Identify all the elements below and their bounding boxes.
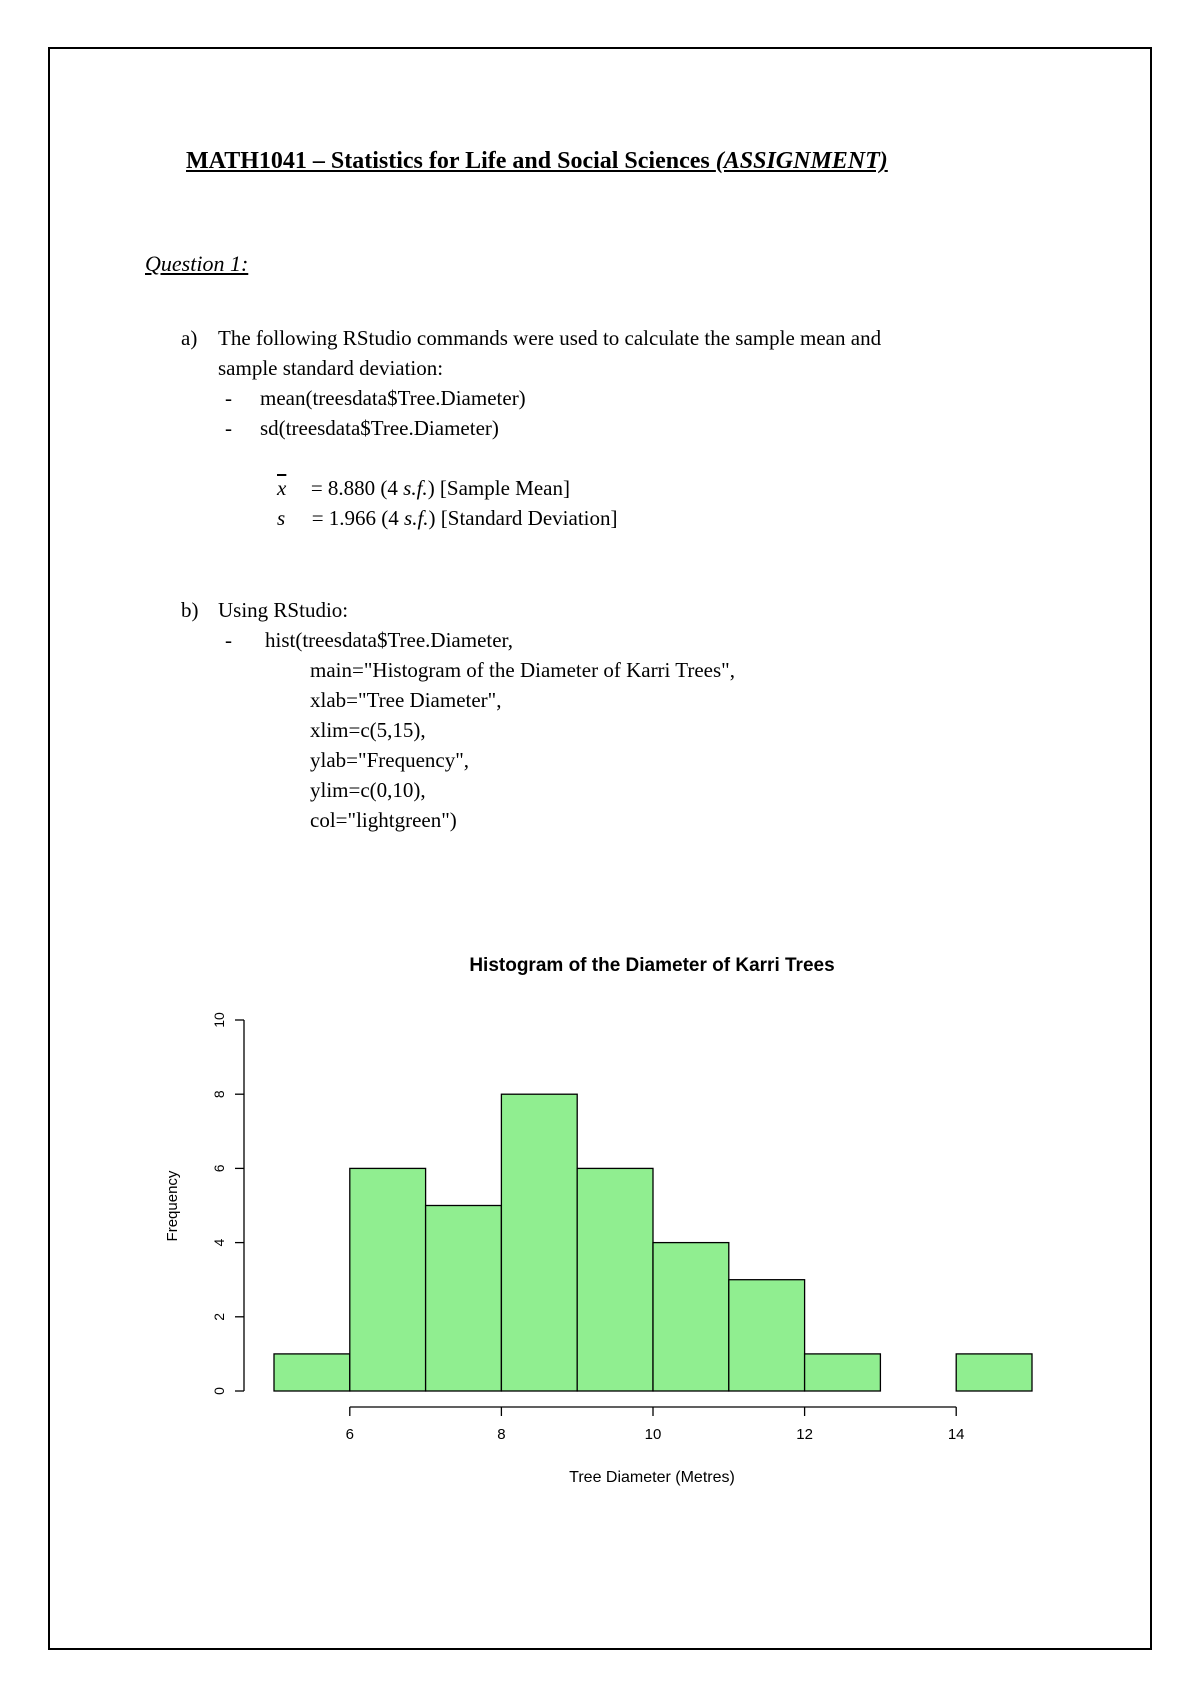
bullet-dash: - (225, 416, 232, 440)
command-mean: mean(treesdata$Tree.Diameter) (260, 386, 526, 410)
part-a-intro-line1: The following RStudio commands were used to calculate the sample mean and (218, 326, 882, 350)
code-line: xlim=c(5,15), (310, 718, 426, 742)
y-tick-label: 2 (211, 1312, 227, 1321)
y-tick-label: 6 (211, 1164, 227, 1173)
y-tick-label: 4 (211, 1238, 227, 1247)
chart-xlabel: Tree Diameter (Metres) (569, 1469, 735, 1486)
part-a-label: a) (181, 326, 198, 350)
document-title: MATH1041 – Statistics for Life and Social Sciences (ASSIGNMENT) (186, 148, 888, 174)
code-line: hist(treesdata$Tree.Diameter, (265, 628, 513, 652)
histogram-bar (274, 1354, 350, 1391)
x-tick-label: 6 (345, 1426, 354, 1443)
histogram-bar (577, 1168, 653, 1391)
x-tick-label: 8 (497, 1426, 506, 1443)
s-symbol: s (277, 506, 286, 530)
part-b-label: b) (181, 598, 199, 622)
part-b-intro: Using RStudio: (218, 598, 349, 622)
x-tick-label: 10 (644, 1426, 662, 1443)
bullet-dash: - (225, 386, 232, 410)
code-line: xlab="Tree Diameter", (310, 688, 502, 712)
code-line: main="Histogram of the Diameter of Karri Trees", (310, 658, 735, 682)
result-sd: s = 1.966 (4 s.f.) [Standard Deviation] (277, 506, 618, 530)
bullet-dash: - (225, 628, 232, 652)
part-a-intro-line2: sample standard deviation: (218, 356, 444, 380)
y-tick-label: 8 (211, 1090, 227, 1099)
histogram-bar (501, 1094, 577, 1391)
result-mean: $\overline{x} = 8.880$ (4 s.f.) [Sample Mean] (277, 476, 570, 500)
y-tick-label: 0 (211, 1387, 227, 1395)
x-tick-label: 12 (796, 1426, 813, 1443)
histogram-bar (426, 1206, 502, 1392)
code-line: ylab="Frequency", (310, 748, 470, 772)
y-tick-label: 10 (211, 1012, 227, 1028)
histogram-bar (350, 1168, 426, 1391)
code-line: col="lightgreen") (310, 808, 457, 832)
code-line: ylim=c(0,10), (310, 778, 426, 802)
chart-title: Histogram of the Diameter of Karri Trees (469, 955, 835, 976)
histogram-bar (805, 1354, 881, 1391)
histogram-bar (653, 1243, 729, 1391)
histogram-bar (729, 1280, 805, 1391)
command-sd: sd(treesdata$Tree.Diameter) (260, 416, 499, 440)
question-heading: Question 1: (145, 251, 249, 276)
histogram-bar (956, 1354, 1032, 1391)
x-tick-label: 14 (947, 1426, 965, 1443)
x-bar-symbol: $\overline{x}$ (277, 476, 287, 500)
chart-ylabel: Frequency (164, 1170, 181, 1242)
